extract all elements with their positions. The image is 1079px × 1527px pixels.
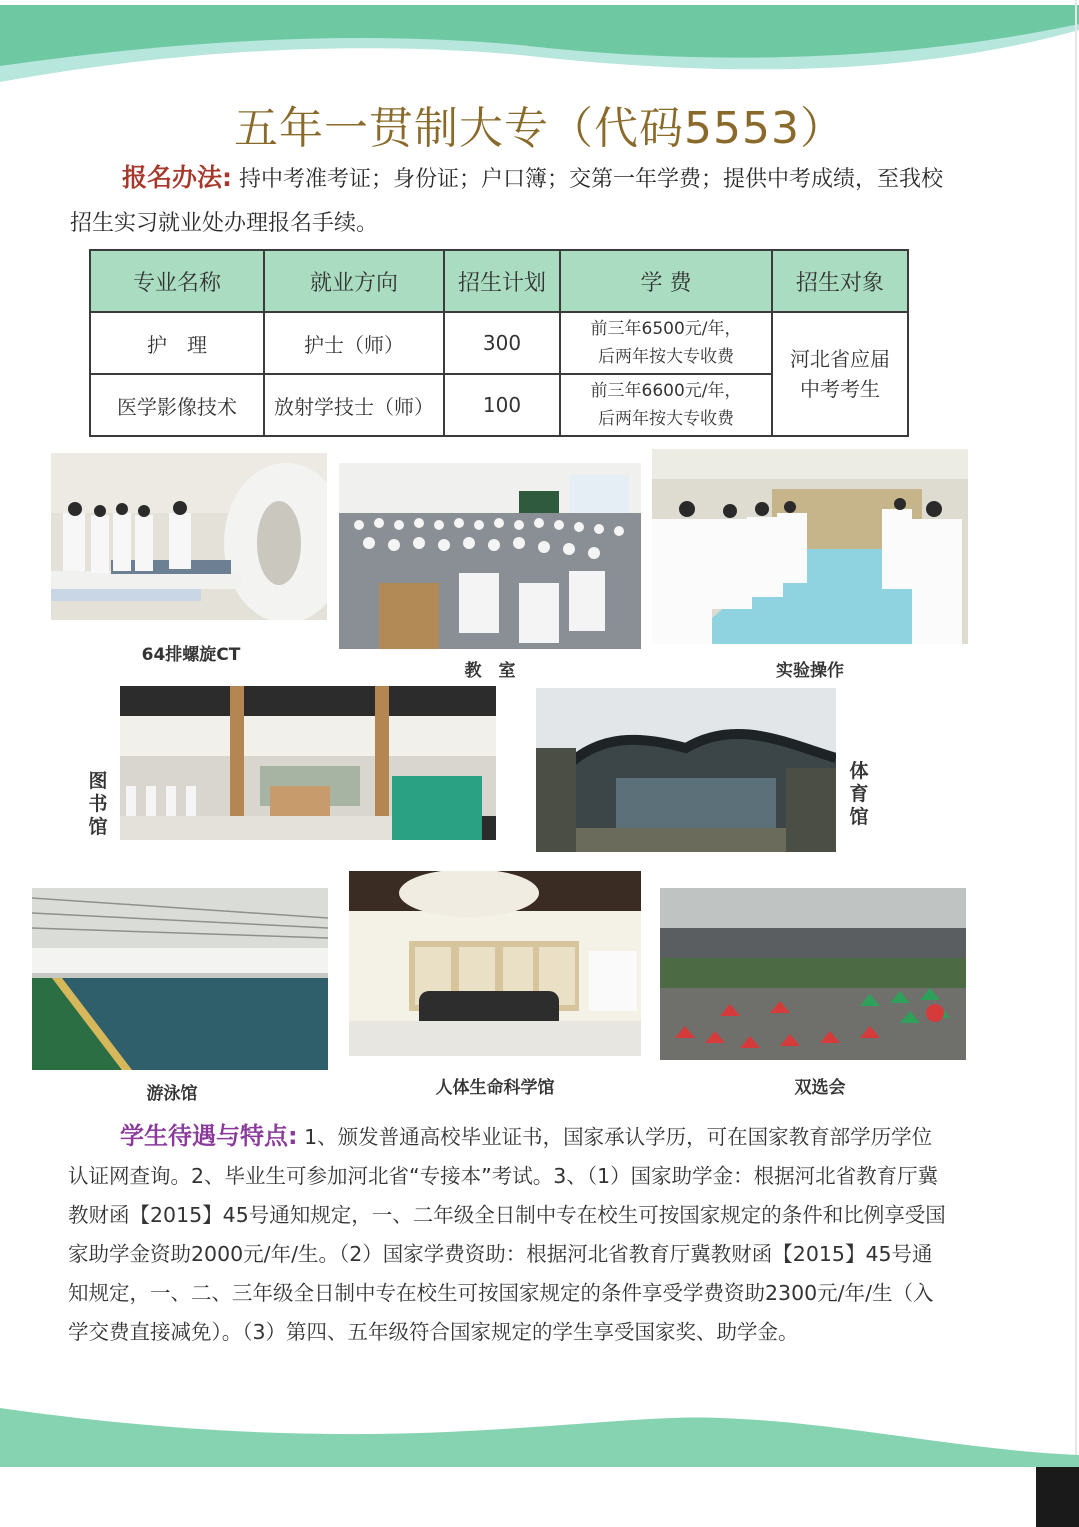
fee-line: 后两年按大专收费 <box>598 409 734 429</box>
photo-classroom <box>339 463 641 649</box>
column-header-fee: 学 费 <box>560 250 772 312</box>
cell-major: 护 理 <box>90 312 264 374</box>
bottom-wave-decoration <box>0 1400 1079 1470</box>
benefits-label: 学生待遇与特点: <box>120 1122 298 1150</box>
registration-label: 报名办法: <box>122 163 232 192</box>
photo-swimming-pool <box>32 888 328 1070</box>
registration-text: 持中考准考证；身份证；户口簿；交第一年学费；提供中考成绩，至我校招生实习就业处办理报名手续。 <box>70 167 943 236</box>
cell-fee <box>560 374 772 436</box>
photo-library <box>120 686 496 840</box>
caption-ct: 64排螺旋CT <box>141 645 241 665</box>
black-corner-mark <box>1036 1467 1079 1527</box>
photo-life-science-hall <box>349 871 641 1056</box>
target-line: 河北省应届 <box>790 347 890 371</box>
benefits-paragraph <box>68 1117 948 1352</box>
photo-job-fair <box>660 888 966 1060</box>
target-line: 中考考生 <box>800 377 880 401</box>
cell-fee <box>560 312 772 374</box>
caption-swimming: 游泳馆 <box>146 1084 198 1104</box>
column-header-major: 专业名称 <box>90 250 264 312</box>
column-header-career: 就业方向 <box>264 250 444 312</box>
column-header-target: 招生对象 <box>772 250 908 312</box>
cell-quota: 300 <box>444 312 560 374</box>
cell-target <box>772 312 908 436</box>
caption-life-science: 人体生命科学馆 <box>435 1078 555 1098</box>
photo-gymnasium <box>536 688 836 852</box>
page-title: 五年一贯制大专（代码5553） <box>234 103 845 154</box>
caption-lab: 实验操作 <box>776 661 844 681</box>
top-wave-decoration <box>0 0 1079 90</box>
enrollment-plan-table <box>89 249 909 437</box>
table-header-row <box>90 250 908 312</box>
fee-line: 后两年按大专收费 <box>598 347 734 367</box>
fee-line: 前三年6500元/年， <box>590 319 742 339</box>
caption-job-fair: 双选会 <box>794 1078 846 1098</box>
cell-career: 放射学技士（师） <box>264 374 444 436</box>
photo-ct-scanner <box>51 453 327 620</box>
caption-library: 图书馆 <box>88 770 108 838</box>
table-row <box>90 312 908 374</box>
cell-major: 医学影像技术 <box>90 374 264 436</box>
photo-lab-practice <box>652 449 968 644</box>
column-header-quota: 招生计划 <box>444 250 560 312</box>
caption-classroom: 教 室 <box>464 661 516 681</box>
cell-quota: 100 <box>444 374 560 436</box>
page-edge <box>1075 0 1077 1467</box>
registration-paragraph <box>70 156 960 246</box>
benefits-text: 1、颁发普通高校毕业证书，国家承认学历，可在国家教育部学历学位认证网查询。2、毕业生可参加河北省“专接本”考试。3、（1）国家助学金：根据河北省教育厅冀教财函【2015】45号通知规定，一、二年级全日制中专在校生可按国家规定的条件和比例享受国家助学金资助2000元/年/生。（2）国家学费资助：根据河北省教育厅冀教财函【2015】45号通知规定，一、二、三年级全日制中专在校生可按国家规定的条件享受学费资助2300元/年/生（入学交费直接减免）。（3）第四、五年级符合国家规定的学生享受国家奖、助学金。 <box>68 1125 946 1344</box>
caption-gymnasium: 体育馆 <box>849 760 869 828</box>
cell-career: 护士（师） <box>264 312 444 374</box>
fee-line: 前三年6600元/年， <box>590 381 742 401</box>
